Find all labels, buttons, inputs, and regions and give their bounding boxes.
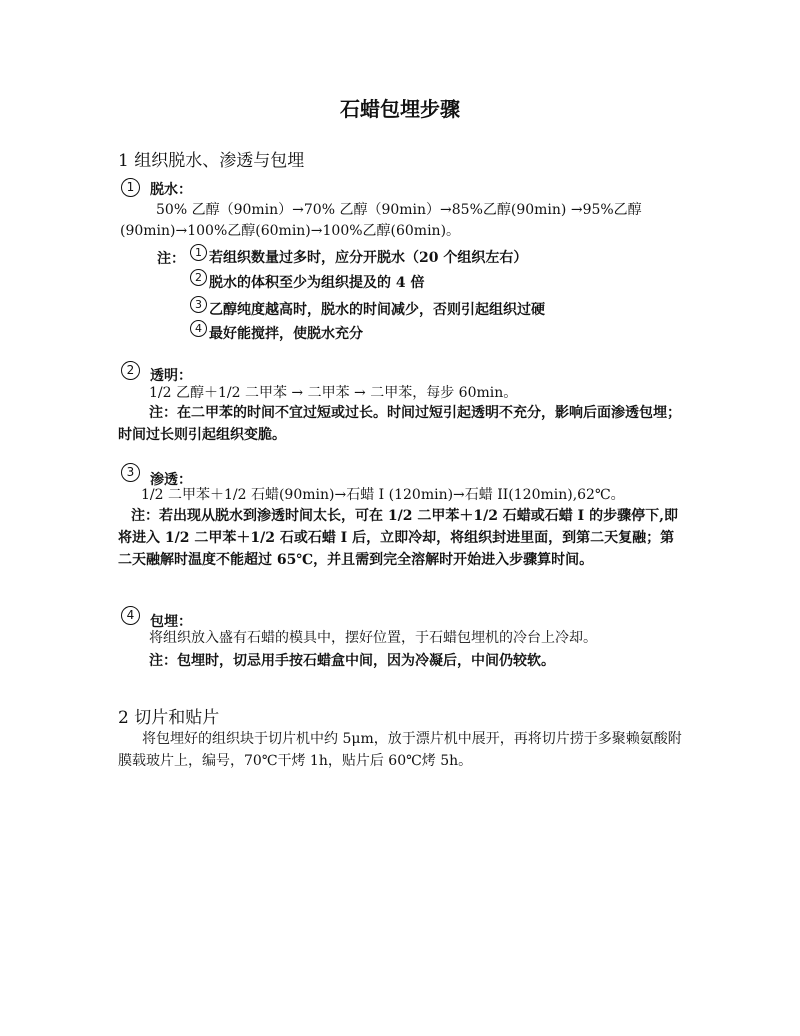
step-1-line-1: 50% 乙醇（90min）→70% 乙醇（90min）→85%乙醇(90min) →95%乙醇 — [156, 202, 642, 218]
step-4-marker: 4 — [121, 606, 140, 625]
step-4-line: 将组织放入盛有石蜡的模具中，摆好位置，于石蜡包埋机的冷台上冷却。 — [149, 630, 597, 646]
step-4-label: 包埋： — [150, 614, 192, 630]
section-2-paragraph: 将包埋好的组织块于切片机中约 5μm，放于漂片机中展开，再将切片捞于多聚赖氨酸附膜载玻片上，编号，70℃干烤 1h，贴片后 60℃烤 5h。 — [118, 731, 682, 769]
section-2-heading: 2 切片和贴片 — [118, 708, 220, 728]
note-3-marker: 3 — [190, 296, 207, 313]
note-3-text: 乙醇纯度越高时，脱水的时间减少，否则引起组织过硬 — [209, 302, 545, 318]
note-4-text: 最好能搅拌，使脱水充分 — [209, 326, 363, 342]
step-1-notes-label: 注： — [157, 251, 185, 267]
note-1-text: 若组织数量过多时，应分开脱水（20 个组织左右） — [209, 250, 528, 266]
note-1-marker: 1 — [190, 244, 207, 261]
step-2-note: 注：在二甲苯的时间不宜过短或过长。时间过短引起透明不充分，影响后面渗透包埋；时间过长则引起组织变脆。 — [118, 405, 681, 443]
step-4-note: 注：包埋时，切忌用手按石蜡盒中间，因为冷凝后，中间仍较软。 — [149, 653, 555, 669]
step-2-line: 1/2 乙醇＋1/2 二甲苯 → 二甲苯 → 二甲苯，每步 60min。 — [149, 385, 518, 401]
step-3-marker: 3 — [121, 463, 140, 482]
note-2-marker: 2 — [190, 269, 207, 286]
note-2-text: 脱水的体积至少为组织提及的 4 倍 — [209, 275, 425, 291]
section-1-heading: 1 组织脱水、渗透与包埋 — [118, 151, 305, 171]
note-4-marker: 4 — [190, 320, 207, 337]
step-1-marker: 1 — [121, 178, 140, 197]
page-title: 石蜡包埋步骤 — [340, 97, 460, 121]
step-3-note: 注：若出现从脱水到渗透时间太长，可在 1/2 二甲苯＋1/2 石蜡或石蜡 I 的步骤停下,即将进入 1/2 二甲苯＋1/2 石或石蜡 I 后，立即冷却，将组织封进里面，到第二天复融；第二天融解时温度不能超过 65℃，并且需到完全溶解时开始进入步骤算时间。 — [118, 508, 678, 568]
step-3-label: 渗透： — [150, 472, 192, 488]
step-3-line: 1/2 二甲苯＋1/2 石蜡(90min)→石蜡 I (120min)→石蜡 II(120min),62℃。 — [141, 487, 625, 503]
step-1-line-2: (90min)→100%乙醇(60min)→100%乙醇(60min)。 — [120, 223, 461, 239]
step-2-marker: 2 — [121, 361, 140, 380]
step-2-label: 透明： — [150, 368, 192, 384]
step-1-label: 脱水： — [150, 182, 192, 198]
